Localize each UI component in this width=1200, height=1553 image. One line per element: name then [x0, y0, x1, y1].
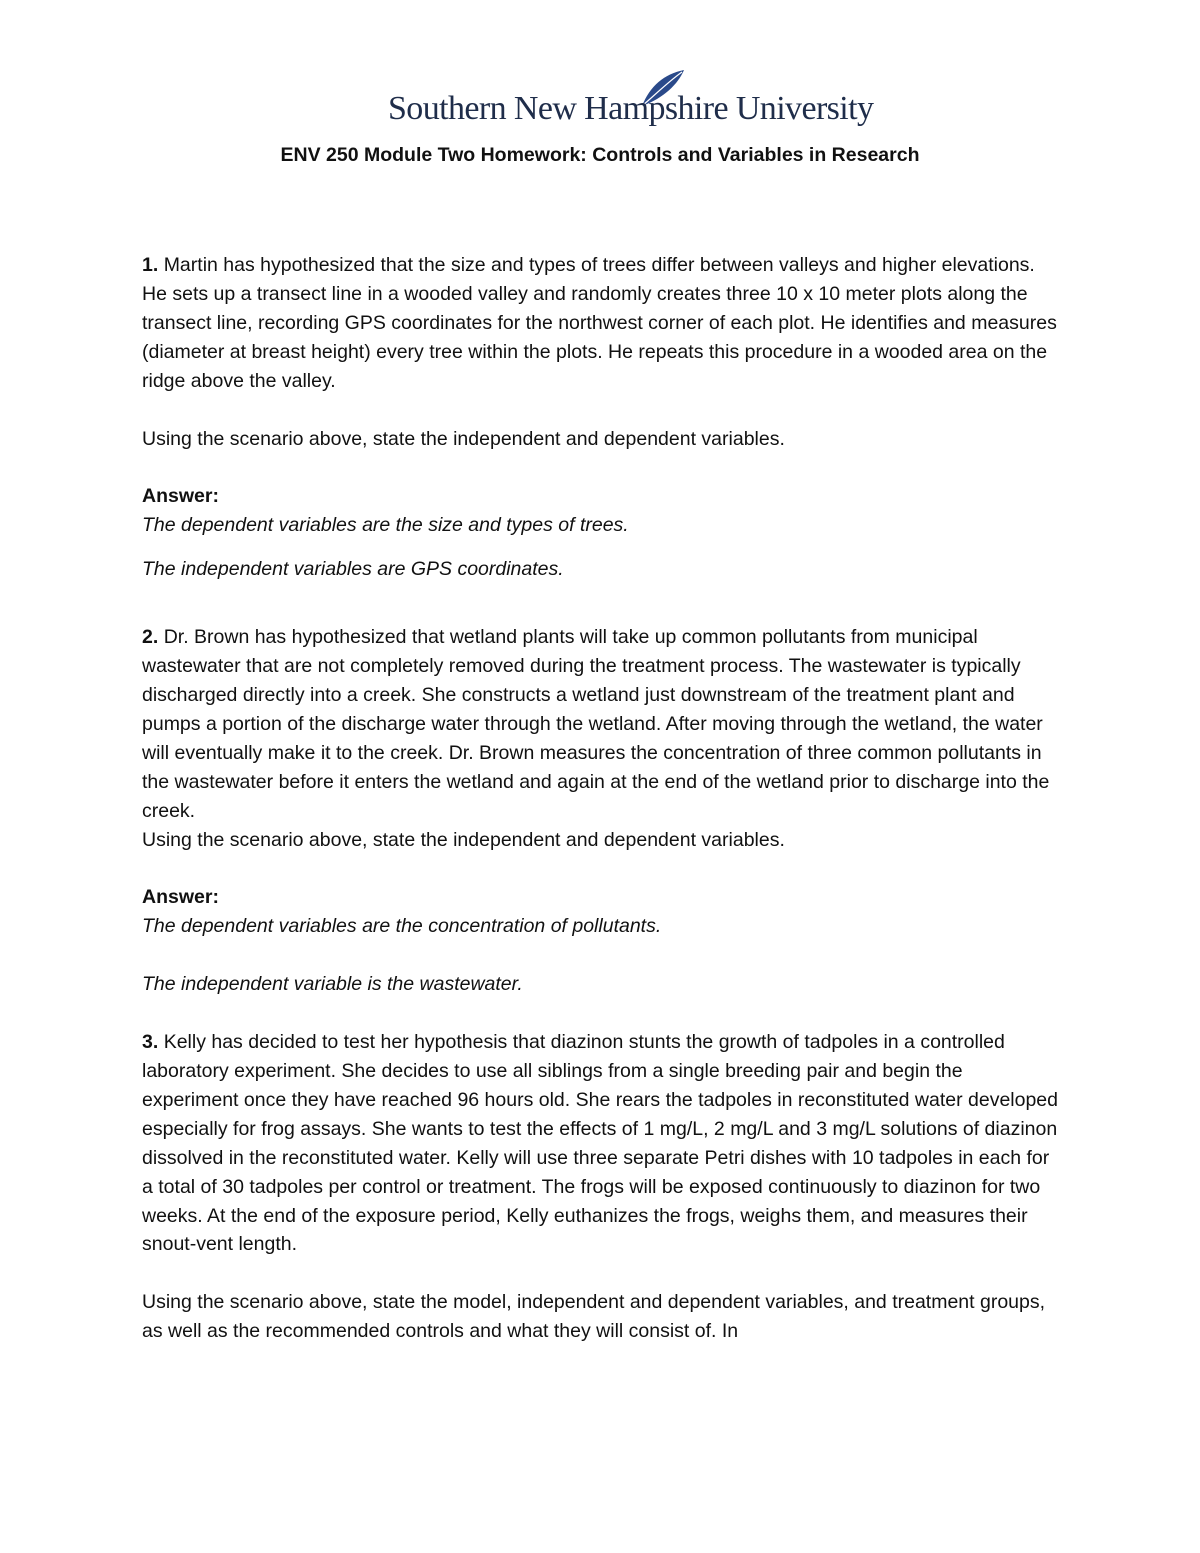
question-3-scenario: [142, 1028, 1062, 1259]
answer-label: Answer:: [142, 886, 219, 909]
university-name: Southern New Hampshire University: [388, 90, 874, 127]
scenario-text: Martin has hypothesized that the size and types of trees differ between valleys and higher elevations. He sets up a transect line in a wooded valley and randomly creates three 10 x 10 meter plots along the transect line, recording GPS coordinates for the northwest corner of each plot. He identifies and measures (diameter at breast height) every tree within the plots. He repeats this procedure in a wooded area on the ridge above the valley.: [142, 254, 1057, 392]
answer-text: The dependent variables are the size and types of trees.: [142, 514, 629, 537]
question-number: 2.: [142, 626, 159, 649]
question-1-prompt: Using the scenario above, state the independent and dependent variables.: [142, 427, 785, 450]
question-2-scenario: [142, 623, 1062, 825]
scenario-text: Dr. Brown has hypothesized that wetland plants will take up common pollutants from municipal wastewater that are not completely removed during the treatment process. The wastewater is typically discharged directly into a creek. She constructs a wetland just downstream of the treatment plant and pumps a portion of the discharge water through the wetland. After moving through the wetland, the water will eventually make it to the creek. Dr. Brown measures the concentration of three common pollutants in the wastewater before it enters the wetland and again at the end of the wetland prior to discharge into the creek.: [142, 626, 1050, 822]
scenario-text: Kelly has decided to test her hypothesis that diazinon stunts the growth of tadpoles in a controlled laboratory experiment. She decides to use all siblings from a single breeding pair and begin the experiment once they have reached 96 hours old. She rears the tadpoles in reconstituted water developed especially for frog assays. She wants to test the effects of 1 mg/L, 2 mg/L and 3 mg/L solutions of diazinon dissolved in the reconstituted water. Kelly will use three separate Petri dishes with 10 tadpoles in each for a total of 30 tadpoles per control or treatment. The frogs will be exposed continuously to diazinon for two weeks. At the end of the exposure period, Kelly euthanizes the frogs, weighs them, and measures their snout-vent length.: [142, 1031, 1058, 1256]
answer-text: The independent variable is the wastewater.: [142, 973, 523, 996]
question-1-scenario: [142, 251, 1062, 396]
answer-label: Answer:: [142, 485, 219, 508]
question-3-prompt: Using the scenario above, state the model, independent and dependent variables, and treatment groups, as well as the recommended controls and what they will consist of. In: [142, 1291, 1046, 1343]
question-2-prompt: Using the scenario above, state the independent and dependent variables.: [142, 828, 785, 851]
university-logo: [388, 68, 874, 138]
question-number: 3.: [142, 1031, 159, 1054]
document-title: ENV 250 Module Two Homework: Controls and Variables in Research: [280, 144, 920, 166]
answer-text: The independent variables are GPS coordinates.: [142, 558, 564, 581]
question-number: 1.: [142, 254, 159, 276]
document-body: [142, 251, 1062, 1346]
answer-text: The dependent variables are the concentration of pollutants.: [142, 915, 662, 938]
